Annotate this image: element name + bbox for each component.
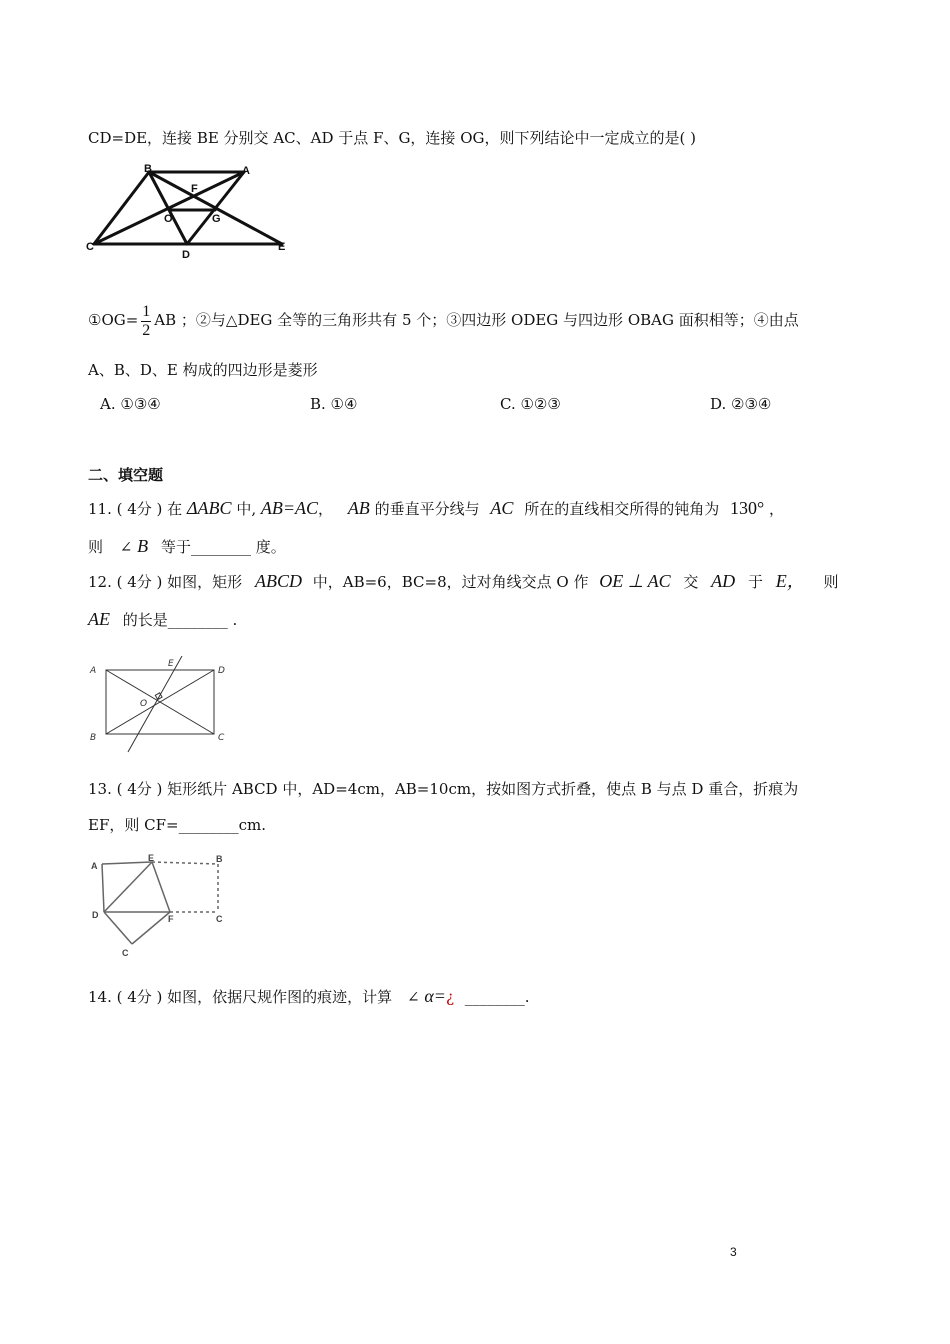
section-title: 二、填空题	[88, 466, 164, 484]
q12-perpendicular: OE ⊥ AC	[599, 571, 671, 591]
q10-label-c: C	[86, 241, 94, 253]
q10-option-d: D. ②③④	[710, 395, 772, 413]
q13-line2: EF，则 CF=________cm.	[88, 816, 266, 834]
q11-line1: 11. ( 4分 ) 在 ΔABC 中, AB=AC， AB 的垂直平分线与 AC 所在的直线相交所得的钝角为 130° ，	[88, 498, 784, 518]
q13-label-c-dashed: C	[216, 914, 223, 924]
q12-line2: AE 的长是________ .	[88, 609, 238, 629]
q13-label-c-folded: C	[122, 948, 129, 958]
q12-label-e: E	[168, 659, 174, 669]
q10-label-e: E	[278, 241, 286, 253]
q14-glyph: ¿	[445, 988, 454, 1006]
fraction-one-half: $\frac{1}{2}$	[142, 302, 151, 339]
q10-label-b: B	[144, 163, 152, 175]
q11-line2: 则 ∠ B 等于________ 度。	[88, 536, 286, 556]
q13-label-a: A	[91, 861, 98, 871]
q10-statement-b: AB ；②与△DEG 全等的三角形共有 5 个；③四边形 ODEG 与四边形 OBAG 面积相等；④由点	[154, 311, 799, 329]
q12-label-d: D	[218, 666, 225, 676]
q14-line: 14. ( 4分 ) 如图，依据尺规作图的痕迹，计算 ∠ α=¿ ________.	[88, 986, 530, 1006]
q13-line1: 13. ( 4分 ) 矩形纸片 ABCD 中，AD=4cm，AB=10cm，按如图方式折叠，使点 B 与点 D 重合，折痕为	[88, 780, 799, 798]
q10-figure	[86, 162, 296, 262]
q10-label-d: D	[182, 249, 190, 261]
q10-label-g: G	[212, 213, 221, 225]
q12-label-c: C	[218, 733, 225, 743]
q10-option-c: C. ①②③	[500, 395, 561, 413]
q12-label-a: A	[90, 666, 97, 676]
q12-figure	[86, 656, 236, 756]
q13-label-b: B	[216, 854, 223, 864]
q11-angle: 130°	[729, 498, 765, 518]
q12-label-o: O	[140, 699, 148, 709]
q10-label-a: A	[242, 165, 250, 177]
q10-option-b: B. ①④	[310, 395, 358, 413]
q10-label-f: F	[191, 183, 198, 195]
q13-label-d: D	[92, 910, 99, 920]
q11-equation: AB=AC	[260, 498, 319, 518]
q10-option-a: A. ①③④	[100, 395, 161, 413]
q14-alpha: α=	[424, 986, 446, 1006]
q13-label-f: F	[168, 914, 174, 924]
q11-triangle: ΔABC	[186, 498, 232, 518]
page-number: 3	[730, 1245, 737, 1259]
q10-statement-a: ①OG=	[88, 311, 139, 329]
q10-intro: CD=DE，连接 BE 分别交 AC、AD 于点 F、G，连接 OG，则下列结论中一定成立的是( )	[88, 129, 696, 147]
q13-label-e: E	[148, 853, 155, 863]
q13-figure	[86, 852, 236, 962]
q10-statements	[88, 300, 799, 340]
q10-label-o: O	[164, 213, 173, 225]
q12-label-b: B	[90, 733, 97, 743]
q12-line1: 12. ( 4分 ) 如图，矩形 ABCD 中，AB=6，BC=8，过对角线交点 O 作 OE ⊥ AC 交 AD 于 E， 则	[88, 571, 839, 591]
q10-statement-c: A、B、D、E 构成的四边形是菱形	[88, 361, 318, 379]
